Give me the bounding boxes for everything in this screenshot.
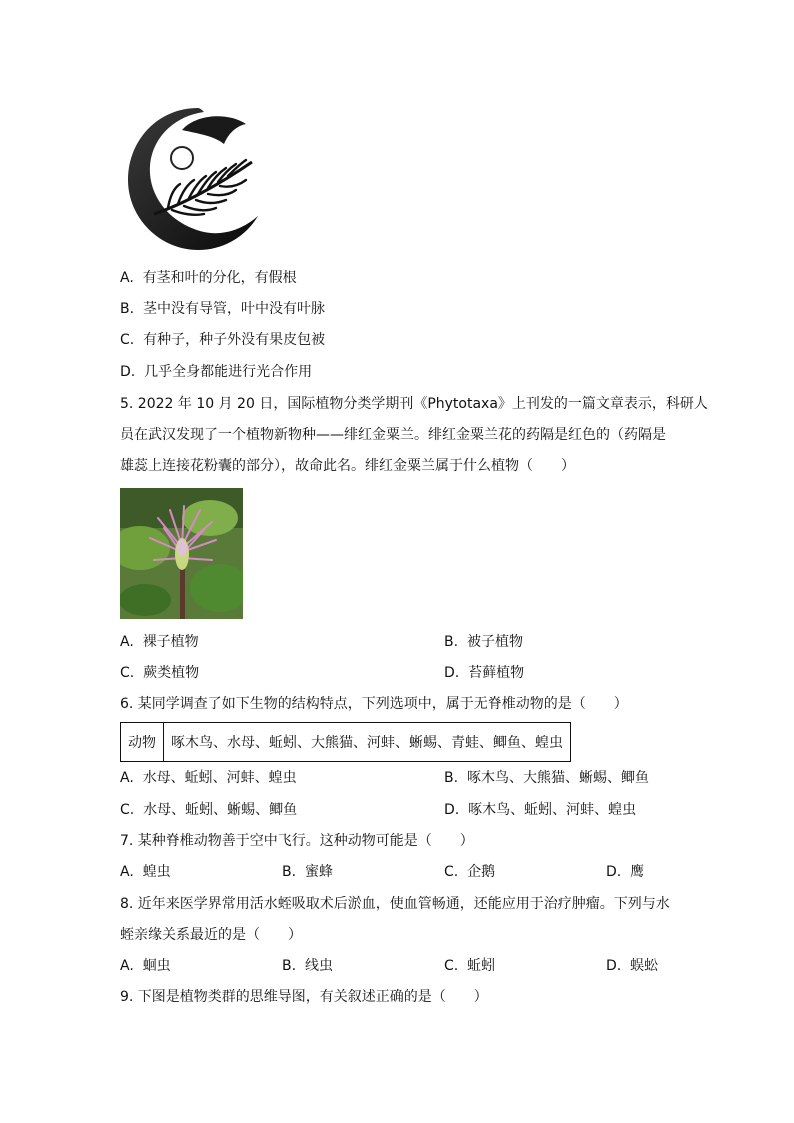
q5-option-b: B. 被子植物 bbox=[444, 634, 523, 650]
table-header-cell: 动物 bbox=[121, 723, 164, 762]
q7-option-c: C. 企鹅 bbox=[444, 864, 496, 880]
q5-stem-line-2: 员在武汉发现了一个植物新物种——绯红金粟兰。绯红金粟兰花的药隔是红色的（药隔是 bbox=[120, 427, 666, 443]
flower-photo bbox=[120, 488, 243, 619]
q7-option-d: D. 鹰 bbox=[606, 864, 645, 880]
q5-stem-line-1: 5. 2022 年 10 月 20 日，国际植物分类学期刊《Phytotaxa》上刊发的一篇文章表示，科研人 bbox=[120, 396, 708, 412]
q4-option-b: B. 茎中没有导管，叶中没有叶脉 bbox=[120, 301, 325, 317]
q4-option-c: C. 有种子，种子外没有果皮包被 bbox=[120, 332, 326, 348]
q7-option-a: A. 蝗虫 bbox=[120, 864, 171, 880]
q8-stem-line-1: 8. 近年来医学界常用活水蛭吸取术后淤血，使血管畅通，还能应用于治疗肿瘤。下列与水 bbox=[120, 896, 670, 912]
q9-stem: 9. 下图是植物类群的思维导图，有关叙述正确的是（ ） bbox=[120, 989, 488, 1005]
q7-stem: 7. 某种脊椎动物善于空中飞行。这种动物可能是（ ） bbox=[120, 833, 474, 849]
animals-table bbox=[120, 722, 571, 762]
q5-option-a: A. 裸子植物 bbox=[120, 634, 199, 650]
q5-option-d: D. 苔藓植物 bbox=[444, 665, 525, 681]
q4-option-d: D. 几乎全身都能进行光合作用 bbox=[120, 364, 313, 380]
q8-option-d: D. 蜈蚣 bbox=[606, 958, 659, 974]
q7-option-b: B. 蜜蜂 bbox=[282, 864, 333, 880]
q5-option-c: C. 蕨类植物 bbox=[120, 665, 200, 681]
q6-option-a: A. 水母、蚯蚓、河蚌、蝗虫 bbox=[120, 770, 297, 786]
q6-option-c: C. 水母、蚯蚓、蜥蜴、鲫鱼 bbox=[120, 802, 298, 818]
q8-stem-line-2: 蛭亲缘关系最近的是（ ） bbox=[120, 927, 302, 943]
table-row bbox=[121, 723, 571, 762]
q8-option-c: C. 蚯蚓 bbox=[444, 958, 496, 974]
table-content-cell: 啄木鸟、水母、蚯蚓、大熊猫、河蚌、蜥蜴、青蛙、鲫鱼、蝗虫 bbox=[164, 723, 571, 762]
q5-stem-line-3: 雄蕊上连接花粉囊的部分），故命此名。绯红金粟兰属于什么植物（ ） bbox=[120, 458, 575, 474]
q8-option-a: A. 蛔虫 bbox=[120, 958, 171, 974]
q6-option-d: D. 啄木鸟、蚯蚓、河蚌、蝗虫 bbox=[444, 802, 637, 818]
q6-option-b: B. 啄木鸟、大熊猫、蜥蜴、鲫鱼 bbox=[444, 770, 649, 786]
q4-option-a: A. 有茎和叶的分化，有假根 bbox=[120, 270, 297, 286]
botanical-logo-image bbox=[124, 104, 272, 252]
q6-stem: 6. 某同学调查了如下生物的结构特点，下列选项中，属于无脊椎动物的是（ ） bbox=[120, 696, 628, 712]
q8-option-b: B. 线虫 bbox=[282, 958, 333, 974]
